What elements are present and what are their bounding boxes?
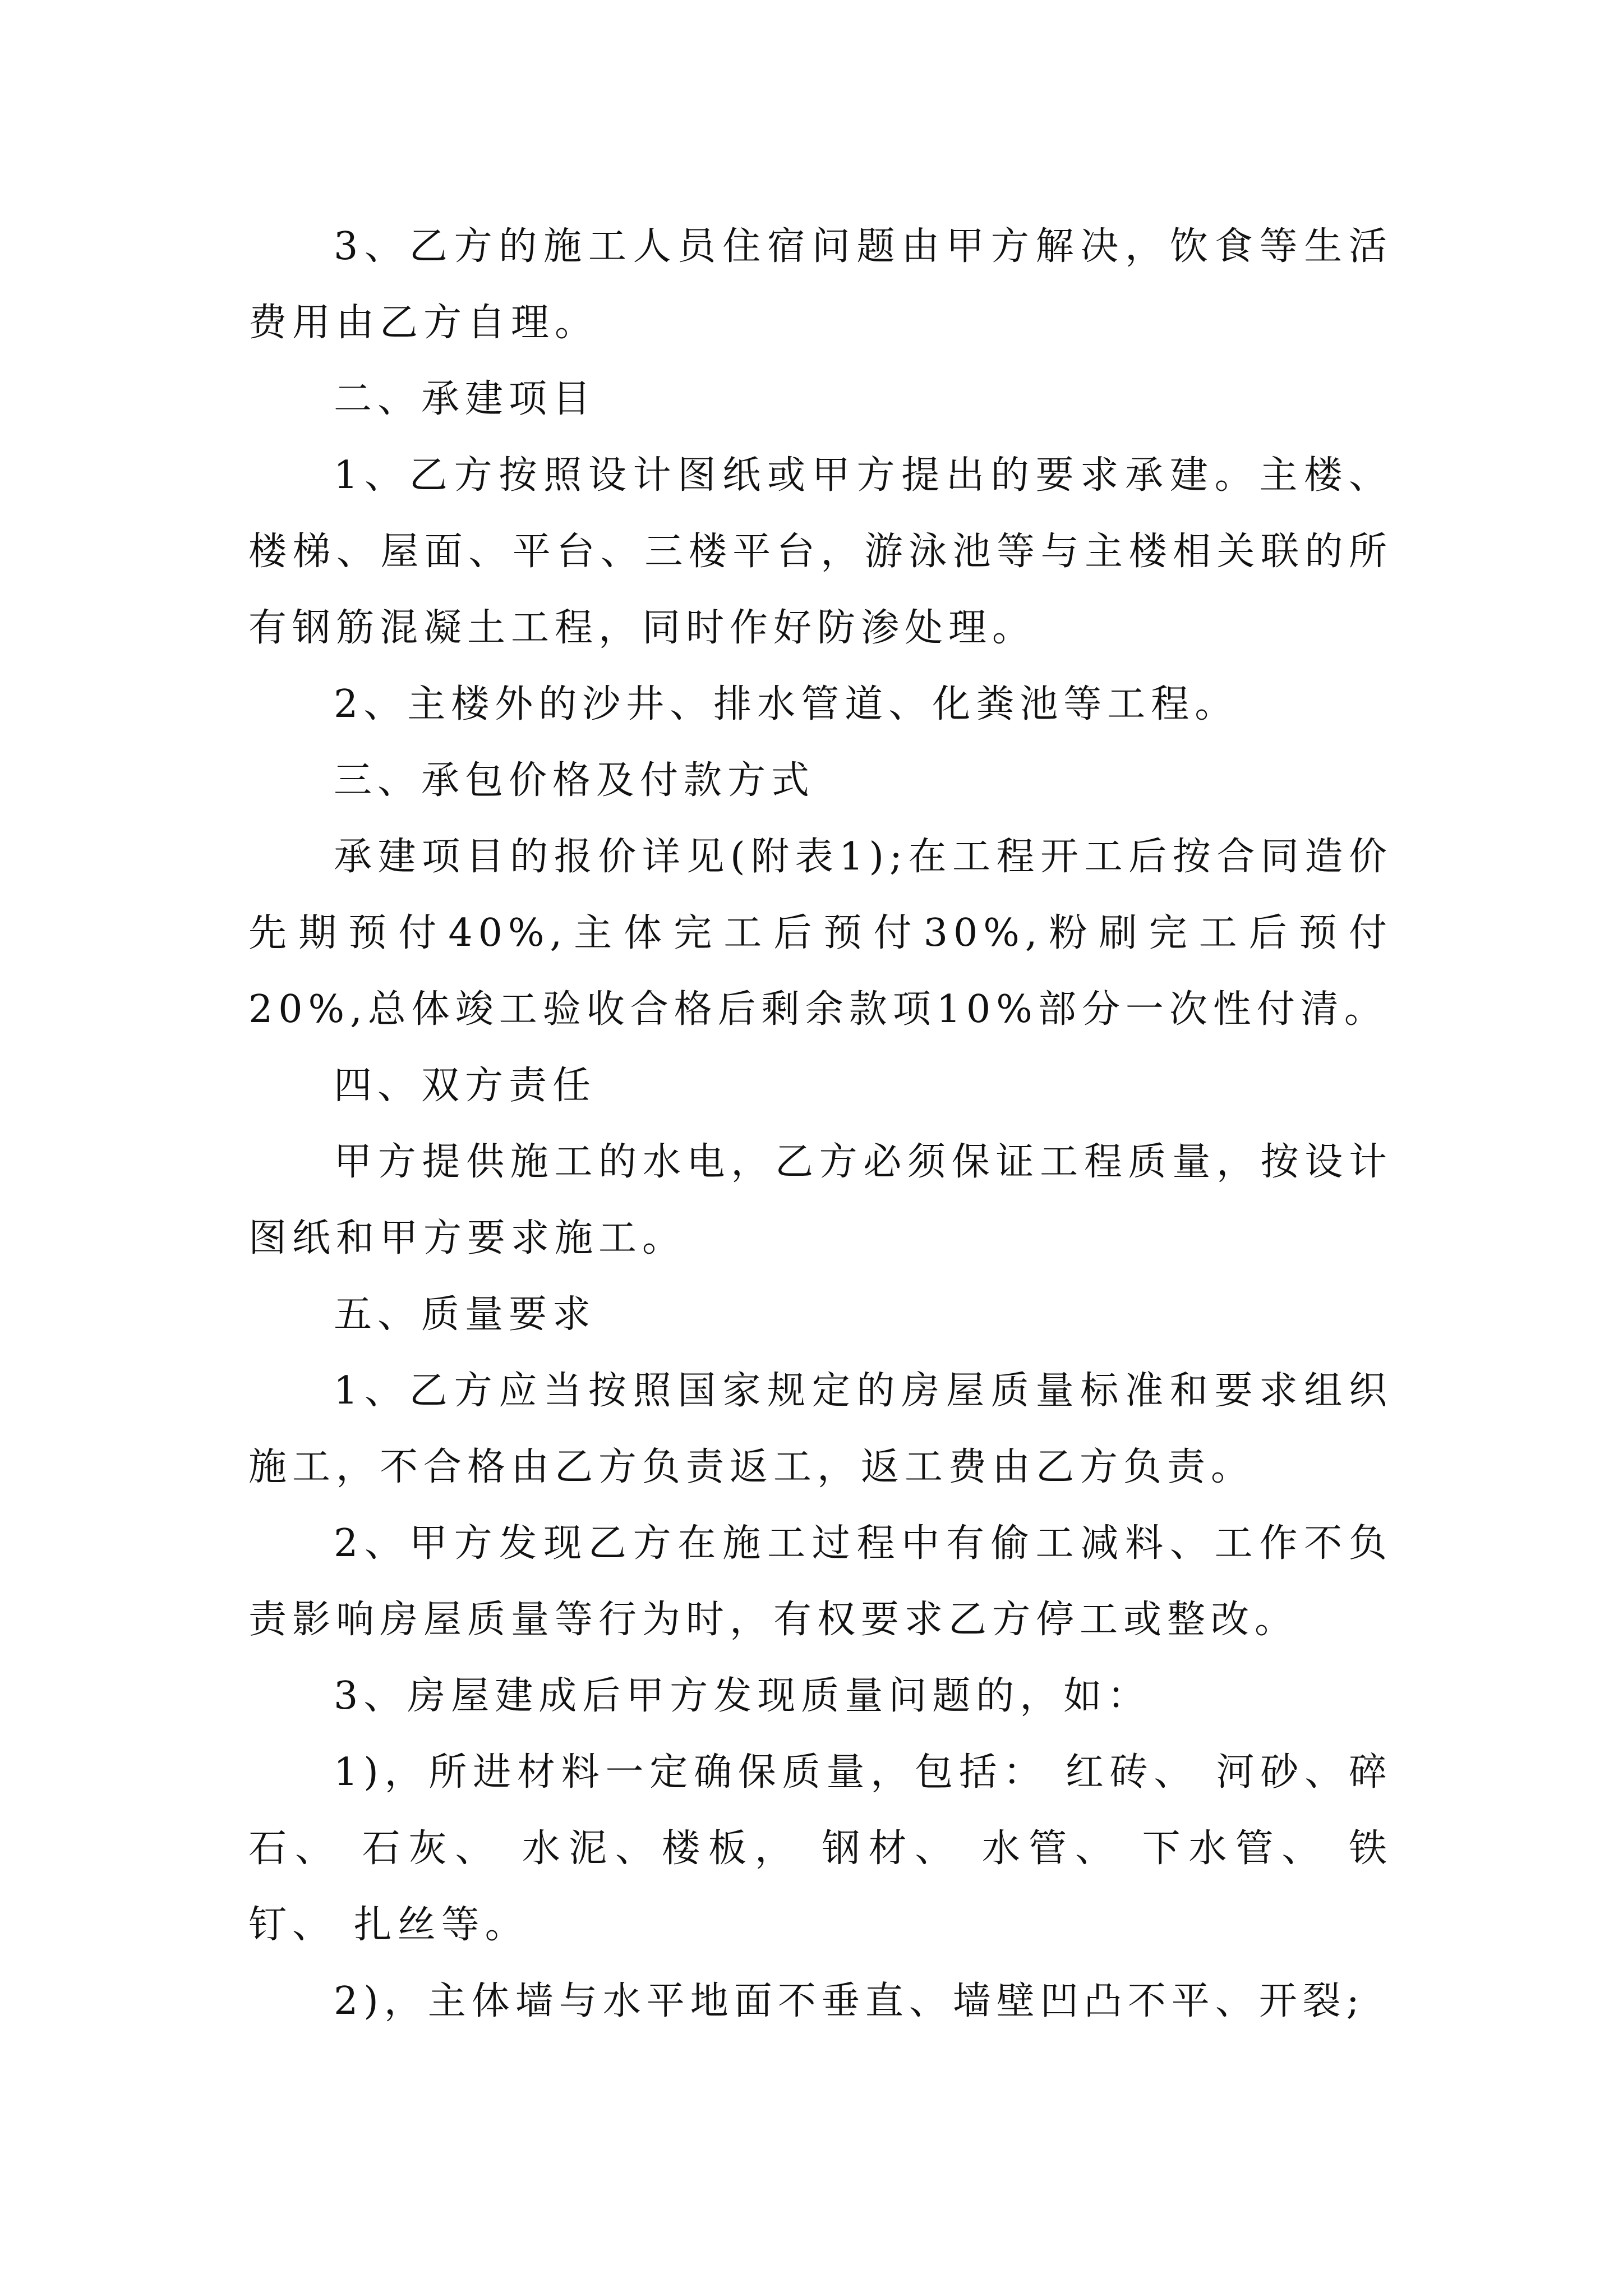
paragraph-material-quality: 1)，所进材料一定确保质量，包括： 红砖、 河砂、碎石、 石灰、 水泥、楼板， 钢材、 水管、 下水管、 铁钉、 扎丝等。 — [248, 1750, 1393, 1947]
paragraph-wall-defects: 2)，主体墙与水平地面不垂直、墙壁凹凸不平、开裂; — [334, 1979, 1365, 2023]
paragraph-payment-schedule: 承建项目的报价详见(附表1);在工程开工后按合同造价先期预付40%,主体完工后预付30%,粉刷完工后预付20%,总体竣工验收合格后剩余款项10%部分一次性付清。 — [248, 835, 1393, 1032]
paragraph-external-works: 2、主楼外的沙井、排水管道、化粪池等工程。 — [334, 682, 1239, 726]
paragraph-construction-scope: 1、乙方按照设计图纸或甲方提出的要求承建。主楼、楼梯、屋面、平台、三楼平台，游泳池等与主楼相关联的所有钢筋混凝土工程，同时作好防渗处理。 — [248, 453, 1393, 650]
section-heading-responsibilities: 四、双方责任 — [334, 1064, 597, 1108]
section-heading-quality: 五、质量要求 — [334, 1292, 597, 1337]
paragraph-lodging-terms: 3、乙方的施工人员住宿问题由甲方解决，饮食等生活费用由乙方自理。 — [248, 224, 1393, 345]
paragraph-responsibilities: 甲方提供施工的水电，乙方必须保证工程质量，按设计图纸和甲方要求施工。 — [248, 1140, 1393, 1260]
paragraph-quality-standard: 1、乙方应当按照国家规定的房屋质量标准和要求组织施工，不合格由乙方负责返工，返工费由乙方负责。 — [248, 1369, 1393, 1489]
section-heading-construction-items: 二、承建项目 — [334, 377, 597, 421]
section-heading-price-payment: 三、承包价格及付款方式 — [334, 758, 815, 803]
document-body — [248, 209, 1393, 2040]
paragraph-quality-inspection: 2、甲方发现乙方在施工过程中有偷工减料、工作不负责影响房屋质量等行为时，有权要求乙方停工或整改。 — [248, 1521, 1393, 1642]
paragraph-quality-issues: 3、房屋建成后甲方发现质量问题的，如： — [334, 1674, 1151, 1718]
